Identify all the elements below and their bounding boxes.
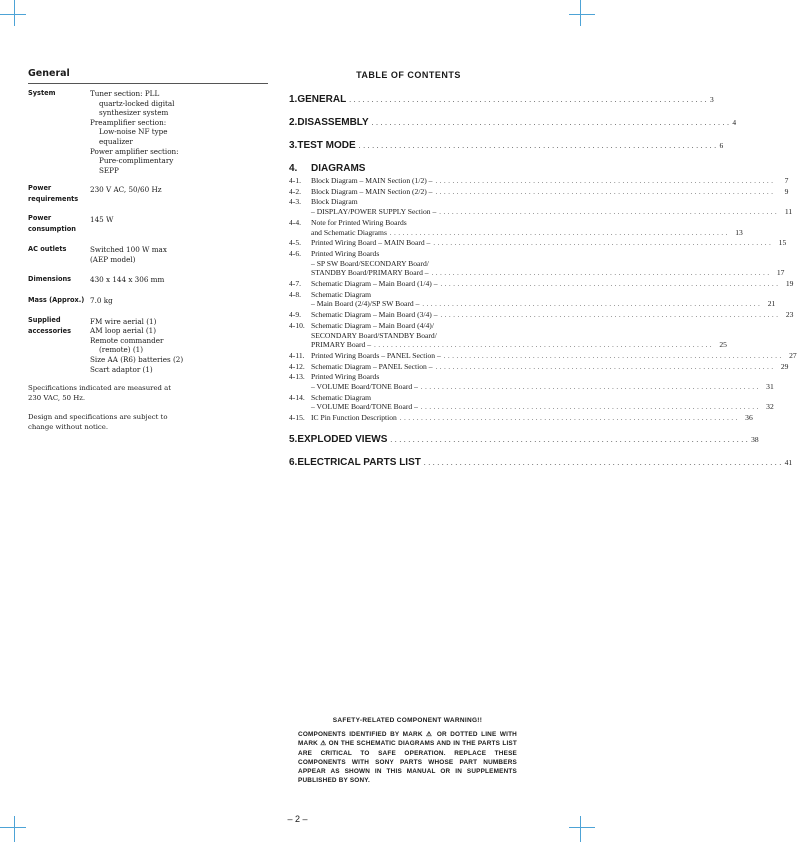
- leader-dots: . . . . . . . . . . . . . . . . . . . . . . . . . . . . . . . . . . . . . . . . . . . . . . . . . . . . . . . . . . . . . . . . . . . . . . . . . . . . . . . .: [431, 270, 770, 278]
- toc-page-number: 21: [767, 299, 776, 309]
- toc-section-title: DIAGRAMS: [311, 163, 366, 174]
- spec-value: [90, 87, 268, 175]
- toc-subsection-number: 4-1.: [289, 176, 302, 185]
- crop-mark-bottom-right-h: [569, 827, 595, 828]
- safety-warning-title: SAFETY-RELATED COMPONENT WARNING!!: [332, 717, 483, 724]
- toc-subsection-line: [311, 310, 794, 321]
- toc-subsection-text: – VOLUME Board/TONE Board –: [311, 402, 418, 412]
- toc-subsection-number: 4-14.: [289, 392, 305, 402]
- toc-subsection-text: – Main Board (2/4)/SP SW Board –: [311, 299, 420, 309]
- spec-value-line: Switched 100 W max: [90, 245, 167, 255]
- spec-value: [90, 315, 268, 375]
- toc-subsection-text: Block Diagram – MAIN Section (1/2) –: [311, 176, 433, 185]
- toc-section-3[interactable]: [289, 140, 724, 151]
- toc-subsection-number: 4-5.: [289, 238, 302, 248]
- toc-subsection-number: 4-15.: [289, 413, 305, 423]
- toc-page-number: 3: [710, 95, 714, 104]
- toc-section-1[interactable]: [289, 433, 759, 445]
- toc-subsection-text: SECONDARY Board/STANDBY Board/: [311, 330, 437, 340]
- leader-dots: . . . . . . . . . . . . . . . . . . . . . . . . . . . . . . . . . . . . . . . . . . . . . . . . . . . . . . . . . . . . . . . . . . . . . . . . . . . . . . . .: [443, 352, 782, 360]
- spec-label: Power requirements: [28, 184, 79, 204]
- toc-subsection[interactable]: [289, 361, 789, 373]
- spec-value: [90, 243, 268, 264]
- toc-subsection-number: 4-4.: [289, 217, 302, 227]
- leader-dots: . . . . . . . . . . . . . . . . . . . . . . . . . . . . . . . . . . . . . . . . . . . . . . . . . . . . . . . . . . . . . . . . . . . . . . . . . . . . . . . .: [435, 178, 774, 185]
- crop-mark-top-left-h: [0, 14, 26, 15]
- toc-subsection-line: [311, 361, 789, 373]
- spec-row: [28, 243, 268, 264]
- toc-section-title: TEST MODE: [297, 140, 356, 151]
- toc-subsection-number: 4-8.: [289, 289, 302, 299]
- note-line: Specifications indicated are measured at: [28, 384, 172, 393]
- toc-subsection[interactable]: [289, 186, 789, 198]
- toc-section-1[interactable]: [289, 94, 714, 105]
- toc-subsection-text: – DISPLAY/POWER SUPPLY Section –: [311, 207, 437, 217]
- toc-subsection-number: 4-13.: [289, 372, 305, 382]
- toc-subsection-line: [311, 279, 794, 290]
- toc-subsection-line: [311, 186, 789, 198]
- spec-value: [90, 273, 268, 286]
- toc-section-title: EXPLODED VIEWS: [297, 433, 388, 445]
- toc-subsection-text: and Schematic Diagrams: [311, 227, 387, 237]
- toc-section-title: ELECTRICAL PARTS LIST: [297, 456, 421, 468]
- toc-subsection-text: Schematic Diagram: [311, 392, 372, 402]
- note-line: 230 VAC, 50 Hz.: [28, 393, 86, 402]
- spec-value: [90, 294, 268, 307]
- spec-value: [90, 213, 268, 235]
- toc-section-diagrams[interactable]: [289, 163, 528, 174]
- spec-value: [90, 183, 268, 205]
- toc-subsection-number: 4-3.: [289, 197, 302, 207]
- spec-row: [28, 315, 268, 375]
- leader-dots: . . . . . . . . . . . . . . . . . . . . . . . . . . . . . . . . . . . . . . . . . . . . . . . . . . . . . . . . . . . . . . . . . . . . . . . . . . . . . . . .: [435, 363, 774, 371]
- toc-subsection-line: [311, 218, 528, 228]
- toc-subsection[interactable]: [289, 176, 789, 187]
- toc-section-number: 6.: [289, 456, 298, 468]
- toc-subsection[interactable]: [289, 392, 774, 413]
- spec-label: AC outlets: [28, 245, 67, 254]
- toc-subsection-text: Printed Wiring Boards – PANEL Section –: [311, 350, 441, 360]
- toc-section-number: 4.: [289, 163, 298, 174]
- crop-mark-top-right-v: [580, 0, 581, 26]
- toc-subsection-text: STANDBY Board/PRIMARY Board –: [311, 268, 429, 278]
- toc-subsection-text: – SP SW Board/SECONDARY Board/: [311, 258, 429, 268]
- toc-subsection-line: [311, 268, 785, 279]
- leader-dots: . . . . . . . . . . . . . . . . . . . . . . . . . . . . . . . . . . . . . . . . . . . . . . . . . . . . . . . . . . . . . . . . . . . . . . . . . . . . . . . .: [422, 301, 761, 309]
- toc-section-title: DISASSEMBLY: [297, 117, 369, 128]
- toc-subsection[interactable]: [289, 289, 776, 310]
- toc-page-number: 6: [719, 141, 724, 150]
- leader-dots: . . . . . . . . . . . . . . . . . . . . . . . . . . . . . . . . . . . . . . . . . . . . . . . . . . . . . . . . . . . . . . . . . . . . . . . . . . . . . . . .: [420, 404, 759, 412]
- toc-subsection-line: [311, 238, 787, 249]
- spec-label: Dimensions: [28, 274, 72, 283]
- toc-subsection-text: Schematic Diagram – Main Board (1/4) –: [311, 279, 438, 289]
- note-line: Design and specifications are subject to: [28, 413, 168, 422]
- toc-subsection[interactable]: [289, 217, 743, 238]
- spec-label: System: [28, 89, 56, 97]
- toc-page-number: 23: [785, 310, 794, 320]
- toc-subsection-line: [311, 207, 793, 218]
- toc-section-2[interactable]: [289, 117, 737, 128]
- toc-subsection-text: Block Diagram: [311, 197, 358, 207]
- spec-value-line: FM wire aerial (1): [90, 316, 157, 326]
- toc-subsection-number: 4-2.: [289, 186, 302, 196]
- spec-value-line: Low-noise NF type: [99, 127, 168, 137]
- toc-subsection-line: [311, 331, 528, 341]
- crop-mark-bottom-left-h: [0, 827, 26, 828]
- toc-section-number: 2.: [289, 117, 298, 128]
- spec-row: [28, 183, 268, 205]
- toc-subsection-line: [311, 382, 774, 393]
- toc-page-number: 13: [735, 227, 743, 237]
- toc-subsection-number: 4-11.: [289, 350, 305, 360]
- note-line: change without notice.: [28, 422, 109, 431]
- spec-value-line: quartz-locked digital: [99, 98, 175, 108]
- toc-subsection-line: [311, 249, 528, 259]
- toc-subsection-line: [311, 290, 528, 300]
- spec-value-line: 7.0 kg: [90, 295, 113, 305]
- toc-section-number: 5.: [289, 433, 298, 445]
- toc-page-number: 36: [745, 413, 753, 423]
- leader-dots: . . . . . . . . . . . . . . . . . . . . . . . . . . . . . . . . . . . . . . . . . . . . . . . . . . . . . . . . . . . . . . . . . . . . . . . . . . . . . . . .: [399, 415, 738, 423]
- toc-subsection-line: [311, 413, 753, 424]
- toc-subsection[interactable]: [289, 248, 785, 279]
- spec-label: Mass (Approx.): [28, 295, 85, 304]
- toc-subsection-line: [311, 372, 528, 382]
- toc-page-number: 9: [784, 186, 789, 196]
- toc-subsection-line: [311, 340, 727, 351]
- spec-value-line: Preamplifier section:: [90, 117, 167, 127]
- toc-subsection-text: IC Pin Function Description: [311, 413, 397, 423]
- toc-subsection-number: 4-10.: [289, 320, 305, 330]
- toc-subsection-text: Schematic Diagram – PANEL Section –: [311, 361, 433, 371]
- leader-dots: . . . . . . . . . . . . . . . . . . . . . . . . . . . . . . . . . . . . . . . . . . . . . . . . . . . . . . . . . . . . . . . . . . . . . . . . . . . . . . . .: [374, 342, 712, 350]
- toc-subsection-line: [311, 350, 797, 362]
- design-note: [28, 413, 268, 432]
- toc-sections-after: [289, 433, 793, 468]
- leader-dots: . . . . . . . . . . . . . . . . . . . . . . . . . . . . . . . . . . . . . . . . . . . . . . . . . . . . . . . . . . . . . . . . . . . . . . . . . . . . . . . .: [349, 96, 707, 104]
- toc-subsection[interactable]: [289, 279, 794, 290]
- toc-subsection[interactable]: [289, 350, 797, 362]
- leader-dots: . . . . . . . . . . . . . . . . . . . . . . . . . . . . . . . . . . . . . . . . . . . . . . . . . . . . . . . . . . . . . . . . . . . . . . . . . . . . . . . .: [371, 119, 730, 127]
- toc-page-number: 27: [789, 350, 797, 360]
- toc-title: TABLE OF CONTENTS: [356, 70, 461, 80]
- toc-subsection-line: [311, 227, 743, 239]
- spec-value-line: Power amplifier section:: [90, 146, 179, 156]
- spec-list: [28, 87, 268, 374]
- toc-subsection-line: [311, 197, 528, 207]
- page-number: – 2 –: [287, 814, 308, 824]
- table-of-contents: [289, 70, 797, 480]
- general-rule: [28, 83, 268, 84]
- toc-subsection-number: 4-12.: [289, 361, 305, 371]
- spec-row: [28, 213, 268, 235]
- safety-warning-body: COMPONENTS IDENTIFIED BY MARK ⚠ OR DOTTED LINE WITH MARK ⚠ ON THE SCHEMATIC DIAGRAMS AND IN THE PARTS LIST ARE CRITICAL TO SAFE OPERATION. REPLACE THESE COMPONENTS WITH SONY PARTS WHOSE PART NUMBERS APPEAR AS SHOWN IN THIS MANUAL OR IN SUPPLEMENTS PUBLISHED BY SONY.: [298, 731, 517, 785]
- toc-page-number: 17: [776, 268, 785, 278]
- toc-subsection-text: Schematic Diagram – Main Board (4/4)/: [311, 320, 434, 330]
- toc-subsection-line: [311, 176, 789, 187]
- measurement-note: [28, 384, 268, 403]
- toc-section-title: GENERAL: [297, 94, 347, 105]
- spec-value-line: SEPP: [99, 165, 119, 175]
- spec-value-line: Pure-complimentary: [99, 156, 174, 166]
- toc-subsection-text: Note for Printed Wiring Boards: [311, 217, 407, 227]
- toc-subsection[interactable]: [289, 197, 793, 217]
- leader-dots: . . . . . . . . . . . . . . . . . . . . . . . . . . . . . . . . . . . . . . . . . . . . . . . . . . . . . . . . . . . . . . . . . . . . . . . . . . . . . . . .: [440, 281, 779, 289]
- toc-page-number: 7: [784, 176, 789, 185]
- toc-page-number: 19: [785, 279, 794, 289]
- toc-subsection-line: [311, 259, 528, 269]
- spec-row: [28, 294, 268, 307]
- toc-page-number: 41: [784, 457, 793, 467]
- leader-dots: . . . . . . . . . . . . . . . . . . . . . . . . . . . . . . . . . . . . . . . . . . . . . . . . . . . . . . . . . . . . . . . . . . . . . . . . . . . . . . . .: [435, 188, 774, 196]
- general-heading: General: [28, 68, 70, 79]
- toc-section-2[interactable]: [289, 456, 793, 468]
- spec-value-line: Scart adaptor (1): [90, 364, 153, 374]
- toc-subsection-line: [311, 321, 528, 331]
- toc-page-number: 31: [766, 382, 774, 392]
- toc-subsection-text: Printed Wiring Boards: [311, 248, 380, 258]
- toc-subsection-line: [311, 402, 774, 413]
- toc-subsection-number: 4-9.: [289, 310, 302, 320]
- toc-section-number: 3.: [289, 140, 298, 151]
- toc-section-number: 1.: [289, 94, 298, 105]
- toc-page-number: 29: [780, 361, 789, 371]
- spec-value-line: Size AA (R6) batteries (2): [90, 354, 184, 364]
- spec-value-line: 430 x 144 x 306 mm: [90, 274, 165, 284]
- toc-subsection-number: 4-6.: [289, 248, 302, 258]
- leader-dots: . . . . . . . . . . . . . . . . . . . . . . . . . . . . . . . . . . . . . . . . . . . . . . . . . . . . . . . . . . . . . . . . . . . . . . . . . . . . . . . .: [439, 209, 778, 217]
- toc-subsection[interactable]: [289, 372, 774, 392]
- toc-subsection-line: [311, 299, 776, 310]
- safety-warning: [298, 717, 517, 786]
- spec-value-line: equalizer: [99, 136, 133, 146]
- leader-dots: . . . . . . . . . . . . . . . . . . . . . . . . . . . . . . . . . . . . . . . . . . . . . . . . . . . . . . . . . . . . . . . . . . . . . . . . . . . . . . . .: [420, 384, 759, 392]
- spec-value-line: Tuner section: PLL: [90, 89, 160, 98]
- leader-dots: . . . . . . . . . . . . . . . . . . . . . . . . . . . . . . . . . . . . . . . . . . . . . . . . . . . . . . . . . . . . . . . . . . . . . . . . . . . . . . . .: [433, 240, 772, 248]
- toc-page-number: 38: [751, 434, 759, 444]
- toc-page-number: 32: [766, 402, 774, 412]
- crop-mark-top-right-h: [569, 14, 595, 15]
- spec-value-line: Remote commander: [90, 335, 164, 345]
- toc-subsection[interactable]: [289, 238, 787, 249]
- toc-sections: [289, 94, 737, 151]
- spec-label: Power consumption: [28, 214, 76, 234]
- crop-mark-top-left-v: [14, 0, 15, 26]
- spec-value-line: 145 W: [90, 215, 114, 225]
- toc-subsection-text: PRIMARY Board –: [311, 340, 372, 350]
- spec-label: Supplied accessories: [28, 315, 72, 335]
- leader-dots: . . . . . . . . . . . . . . . . . . . . . . . . . . . . . . . . . . . . . . . . . . . . . . . . . . . . . . . . . . . . . . . . . . . . . . . . . . . . . . . .: [390, 435, 749, 444]
- toc-subsection-line: [311, 393, 528, 403]
- toc-subsection-text: Printed Wiring Board – MAIN Board –: [311, 238, 431, 248]
- toc-subsection-text: Schematic Diagram: [311, 289, 372, 299]
- spec-row: [28, 273, 268, 286]
- toc-subsection[interactable]: [289, 310, 794, 321]
- toc-page-number: 11: [784, 207, 793, 217]
- spec-value-line: (AEP model): [90, 254, 136, 264]
- spec-row: [28, 87, 268, 175]
- toc-subsection-text: Block Diagram – MAIN Section (2/2) –: [311, 186, 433, 196]
- toc-subsection-text: – VOLUME Board/TONE Board –: [311, 382, 418, 392]
- toc-page-number: 4: [732, 118, 737, 127]
- toc-subsection-text: Printed Wiring Boards: [311, 372, 380, 382]
- toc-subsection-number: 4-7.: [289, 279, 302, 289]
- toc-subsection[interactable]: [289, 413, 753, 424]
- leader-dots: . . . . . . . . . . . . . . . . . . . . . . . . . . . . . . . . . . . . . . . . . . . . . . . . . . . . . . . . . . . . . . . . . . . . . . . . . . . . . . . .: [389, 229, 728, 237]
- spec-value-line: 230 V AC, 50/60 Hz: [90, 185, 162, 195]
- toc-subsections: [289, 176, 797, 424]
- toc-page-number: 15: [778, 238, 787, 248]
- spec-value-line: AM loop aerial (1): [90, 326, 156, 336]
- spec-value-line: synthesizer system: [99, 108, 169, 118]
- toc-subsection[interactable]: [289, 320, 727, 351]
- leader-dots: . . . . . . . . . . . . . . . . . . . . . . . . . . . . . . . . . . . . . . . . . . . . . . . . . . . . . . . . . . . . . . . . . . . . . . . . . . . . . . . .: [358, 142, 717, 150]
- specifications-column: [28, 68, 268, 432]
- leader-dots: . . . . . . . . . . . . . . . . . . . . . . . . . . . . . . . . . . . . . . . . . . . . . . . . . . . . . . . . . . . . . . . . . . . . . . . . . . . . . . . .: [423, 458, 782, 467]
- leader-dots: . . . . . . . . . . . . . . . . . . . . . . . . . . . . . . . . . . . . . . . . . . . . . . . . . . . . . . . . . . . . . . . . . . . . . . . . . . . . . . . .: [440, 312, 779, 320]
- toc-subsection-text: Schematic Diagram – Main Board (3/4) –: [311, 310, 438, 320]
- toc-page-number: 25: [719, 340, 727, 350]
- spec-value-line: (remote) (1): [99, 345, 144, 355]
